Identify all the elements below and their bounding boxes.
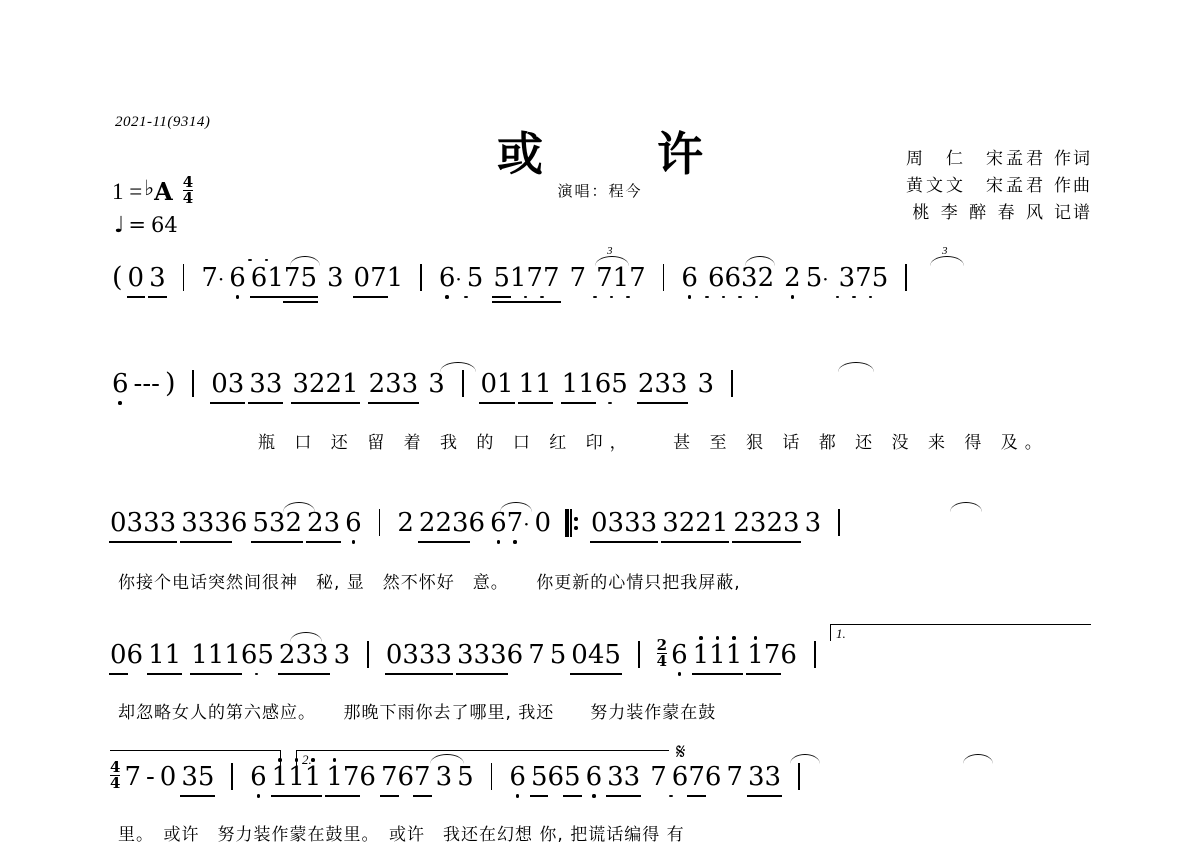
ts-num: 2 xyxy=(656,636,668,654)
note: 3 xyxy=(312,640,329,670)
note: 5 xyxy=(530,762,548,792)
note: 3 xyxy=(428,369,445,399)
ts-num: 4 xyxy=(110,758,121,776)
note: 0 xyxy=(159,762,177,792)
note: 6 xyxy=(250,263,268,293)
time-signature-change xyxy=(110,760,120,791)
augmentation-dot: · xyxy=(217,267,225,291)
note: 1 xyxy=(612,263,630,293)
note: 5 xyxy=(549,640,567,670)
key-signature xyxy=(112,173,194,207)
note: 3 xyxy=(249,369,266,399)
barline xyxy=(663,264,665,291)
note: 0 xyxy=(571,640,588,670)
system-4-notes xyxy=(0,638,1200,684)
note: 1 xyxy=(709,640,726,670)
system-3-lyrics: 你接个电话突然间很神 秘, 显 然不怀好 意。 你更新的心情只把我屏蔽, xyxy=(118,573,741,593)
note: 3 xyxy=(654,369,671,399)
barline xyxy=(491,763,493,790)
credit-lyricist-role: 作词 xyxy=(1054,149,1092,169)
note: 6 xyxy=(230,508,248,538)
note: 3 xyxy=(435,640,452,670)
note: 5 xyxy=(871,263,889,293)
note: 3 xyxy=(126,508,144,538)
note: 1 xyxy=(578,369,595,399)
note: 3 xyxy=(749,508,767,538)
note: 1 xyxy=(518,369,536,399)
note: 3 xyxy=(265,369,283,399)
triplet-marker: 3 xyxy=(942,245,948,257)
note: 3 xyxy=(607,508,625,538)
time-signature-change xyxy=(657,638,667,669)
note: 2 xyxy=(766,508,784,538)
system-4-lyrics: 却忽略女人的第六感应。 那晚下雨你去了哪里, 我还 努力装作蒙在鼓 xyxy=(118,703,717,723)
note: 2 xyxy=(678,508,696,538)
note: 6 xyxy=(724,263,742,293)
slur xyxy=(745,256,775,266)
note: 3 xyxy=(295,640,313,670)
barline xyxy=(367,641,369,668)
note: 1 xyxy=(497,369,514,399)
note: 6 xyxy=(112,369,129,399)
note-extension: - xyxy=(151,369,160,399)
barline xyxy=(420,264,422,291)
note: 1 xyxy=(509,263,527,293)
note: 0 xyxy=(534,508,552,538)
note: 3 xyxy=(181,508,198,538)
volta-label-2: 2. xyxy=(302,752,312,767)
system-4 xyxy=(0,626,1200,723)
time-signature-numerator: 4 xyxy=(182,173,194,191)
note: 5 xyxy=(805,263,823,293)
note: 4 xyxy=(587,640,605,670)
note: 3 xyxy=(385,369,402,399)
augmentation-dot: · xyxy=(822,267,829,291)
note: 3 xyxy=(804,508,822,538)
slur xyxy=(283,502,315,512)
note: 3 xyxy=(747,762,765,792)
note: 7 xyxy=(650,762,667,792)
note: 5 xyxy=(604,640,621,670)
note: 3 xyxy=(623,762,641,792)
barline xyxy=(838,509,840,536)
note: 2 xyxy=(278,640,296,670)
note: 3 xyxy=(143,508,160,538)
note: 7 xyxy=(201,263,218,293)
note: 5 xyxy=(457,762,474,792)
flat-icon: ♭ xyxy=(144,176,155,200)
slur xyxy=(500,502,532,512)
barline xyxy=(638,641,640,668)
note: 7 xyxy=(283,263,301,293)
note: 3 xyxy=(452,508,469,538)
note: 0 xyxy=(110,508,127,538)
note: 5 xyxy=(257,640,274,670)
system-2-lyrics: 瓶 口 还 留 着 我 的 口 红 印， 甚 至 狠 话 都 还 没 来 得 及。 xyxy=(258,433,1049,453)
note: 6 xyxy=(490,508,507,538)
note: 3 xyxy=(662,508,679,538)
credit-lyricist xyxy=(906,146,1092,173)
note: 1 xyxy=(342,369,359,399)
credits-block xyxy=(906,146,1092,227)
note: 1 xyxy=(164,640,182,670)
note: 1 xyxy=(747,640,764,670)
system-5-notes xyxy=(0,760,1200,806)
note: 1 xyxy=(561,369,579,399)
note: 7 xyxy=(414,762,431,792)
note: 7 xyxy=(380,762,398,792)
credit-composer-role: 作曲 xyxy=(1054,176,1092,196)
note: 6 xyxy=(547,762,565,792)
note: 3 xyxy=(323,508,341,538)
volta-label-1: 1. xyxy=(836,626,846,641)
note: 2 xyxy=(368,369,386,399)
note: 7 xyxy=(370,263,387,293)
note: 7 xyxy=(763,640,781,670)
note: 7 xyxy=(688,762,705,792)
key-signature-prefix: 1 = xyxy=(112,178,143,204)
note: 1 xyxy=(692,640,710,670)
tempo-equals: = xyxy=(128,212,146,237)
barline xyxy=(462,370,464,397)
ts-den: 4 xyxy=(656,652,668,670)
close-paren: ) xyxy=(164,368,176,399)
system-2-notes xyxy=(0,368,1200,414)
note: 3 xyxy=(402,640,419,670)
system-1 xyxy=(0,245,1200,308)
slur xyxy=(290,256,320,266)
note: 1 xyxy=(267,263,284,293)
note: 5 xyxy=(493,263,510,293)
note: 3 xyxy=(457,640,474,670)
note: 6 xyxy=(585,762,603,792)
catalog-number: 2021-11(9314) xyxy=(115,114,211,130)
note: 1 xyxy=(326,762,343,792)
note: 1 xyxy=(148,640,165,670)
barline xyxy=(731,370,733,397)
credit-composer xyxy=(906,173,1092,200)
note: 5 xyxy=(197,762,215,792)
note: 3 xyxy=(181,762,198,792)
note: 0 xyxy=(127,263,145,293)
page-title: 或 许 xyxy=(497,127,737,181)
note: 7 xyxy=(506,508,524,538)
note: 1 xyxy=(386,263,404,293)
note: 7 xyxy=(542,263,560,293)
note: 6 xyxy=(509,762,526,792)
note: 0 xyxy=(353,263,371,293)
augmentation-dot: · xyxy=(455,267,462,291)
note: 3 xyxy=(197,508,215,538)
note: 7 xyxy=(528,640,545,670)
note: 6 xyxy=(345,508,362,538)
note: 1 xyxy=(725,640,743,670)
system-5-lyrics: 里。 或许 努力装作蒙在鼓里。 或许 我还在幻想 你, 把谎话编得 有 xyxy=(118,825,685,845)
note: 3 xyxy=(783,508,800,538)
augmentation-dot: · xyxy=(523,512,530,536)
triplet-marker: 3 xyxy=(607,245,613,257)
note: 5 xyxy=(611,369,628,399)
note: 6 xyxy=(468,508,486,538)
credit-transcriber-role: 记谱 xyxy=(1054,203,1092,223)
note: 0 xyxy=(110,640,127,670)
note: 7 xyxy=(342,762,360,792)
repeat-start-barline xyxy=(565,509,577,537)
credit-transcriber xyxy=(906,200,1092,227)
note: 6 xyxy=(240,640,258,670)
note: 7 xyxy=(726,762,743,792)
note: 6 xyxy=(681,263,698,293)
note: 2 xyxy=(695,508,712,538)
barline xyxy=(192,370,194,397)
slur xyxy=(790,754,820,764)
note: 6 xyxy=(229,263,246,293)
note: 2 xyxy=(757,263,775,293)
note: 3 xyxy=(268,508,286,538)
note: 6 xyxy=(594,369,612,399)
system-1-notes xyxy=(0,245,1200,308)
credit-lyricist-names: 周 仁 宋孟君 xyxy=(906,149,1046,169)
note-extension: - xyxy=(142,369,152,399)
note: 5 xyxy=(300,263,317,293)
note: 1 xyxy=(271,762,289,792)
note: 3 xyxy=(624,508,641,538)
note: 1 xyxy=(207,640,225,670)
note: 0 xyxy=(480,369,497,399)
note: 2 xyxy=(418,508,436,538)
note: 3 xyxy=(333,640,351,670)
note: 7 xyxy=(569,263,587,293)
slur xyxy=(950,502,982,512)
note: 3 xyxy=(764,762,782,792)
note: 3 xyxy=(326,263,344,293)
note: 6 xyxy=(671,762,689,792)
note: 3 xyxy=(292,369,309,399)
note: 7 xyxy=(855,263,872,293)
time-signature-denominator: 4 xyxy=(182,189,194,207)
note: 2 xyxy=(397,508,414,538)
note: 6 xyxy=(397,762,415,792)
note: 6 xyxy=(780,640,797,670)
slur xyxy=(963,754,993,764)
tempo-bpm: 64 xyxy=(151,212,178,237)
note: 3 xyxy=(159,508,177,538)
system-2 xyxy=(0,368,1200,453)
note: 5 xyxy=(252,508,269,538)
note: 6 xyxy=(359,762,376,792)
barline xyxy=(379,509,381,536)
note: 2 xyxy=(285,508,303,538)
barline xyxy=(905,264,907,291)
note: 0 xyxy=(385,640,403,670)
note: 6 xyxy=(707,263,725,293)
note: 2 xyxy=(784,263,801,293)
ts-den: 4 xyxy=(110,774,121,792)
note-extension: - xyxy=(145,762,155,792)
note: 7 xyxy=(124,762,141,792)
note: 3 xyxy=(697,369,715,399)
note: 2 xyxy=(435,508,452,538)
note: 1 xyxy=(191,640,208,670)
barline xyxy=(814,641,816,668)
singer-line: 演唱：程今 xyxy=(557,182,643,200)
barline xyxy=(183,264,185,291)
note: 1 xyxy=(304,762,322,792)
note: 3 xyxy=(435,762,453,792)
note-extension: - xyxy=(133,369,143,399)
note: 0 xyxy=(591,508,608,538)
note: 6 xyxy=(704,762,722,792)
note: 6 xyxy=(506,640,524,670)
slur xyxy=(930,256,964,266)
note: 1 xyxy=(711,508,729,538)
key-signature-letter: A xyxy=(154,177,173,206)
note: 2 xyxy=(325,369,343,399)
note: 3 xyxy=(227,369,245,399)
open-paren: ( xyxy=(112,262,123,293)
note: 3 xyxy=(214,508,231,538)
note: 2 xyxy=(733,508,750,538)
slur xyxy=(595,256,629,266)
segno-icon: 𝄋 xyxy=(676,740,686,765)
note: 7 xyxy=(629,263,646,293)
credit-composer-names: 黄文文 宋孟君 xyxy=(906,176,1046,196)
note: 3 xyxy=(670,369,688,399)
note: 7 xyxy=(526,263,543,293)
slur xyxy=(440,362,476,372)
time-signature xyxy=(183,175,193,206)
note: 3 xyxy=(741,263,758,293)
note: 1 xyxy=(288,762,305,792)
barline xyxy=(798,763,800,790)
system-5 xyxy=(0,740,1200,845)
note: 3 xyxy=(401,369,419,399)
note: 3 xyxy=(490,640,507,670)
slur xyxy=(290,632,322,642)
note: 3 xyxy=(149,263,166,293)
note: 2 xyxy=(637,369,655,399)
note: 7 xyxy=(596,263,613,293)
tempo-marking xyxy=(114,212,178,237)
note: 1 xyxy=(224,640,241,670)
note: 3 xyxy=(418,640,436,670)
note: 0 xyxy=(211,369,228,399)
note: 2 xyxy=(308,369,326,399)
system-3-notes xyxy=(0,508,1200,554)
slur xyxy=(838,362,874,372)
credit-transcriber-names: 桃 李 醉 春 风 xyxy=(912,203,1046,223)
note: 3 xyxy=(640,508,658,538)
note: 6 xyxy=(250,762,267,792)
system-3 xyxy=(0,508,1200,593)
note: 5 xyxy=(466,263,484,293)
note: 6 xyxy=(438,263,456,293)
quarter-note-icon: ♩ xyxy=(114,213,125,238)
note: 5 xyxy=(564,762,581,792)
note: 3 xyxy=(607,762,624,792)
note: 3 xyxy=(838,263,856,293)
note: 6 xyxy=(126,640,144,670)
note: 3 xyxy=(473,640,491,670)
note: 1 xyxy=(535,369,552,399)
note: 6 xyxy=(671,640,688,670)
barline xyxy=(231,763,233,790)
note: 2 xyxy=(307,508,324,538)
